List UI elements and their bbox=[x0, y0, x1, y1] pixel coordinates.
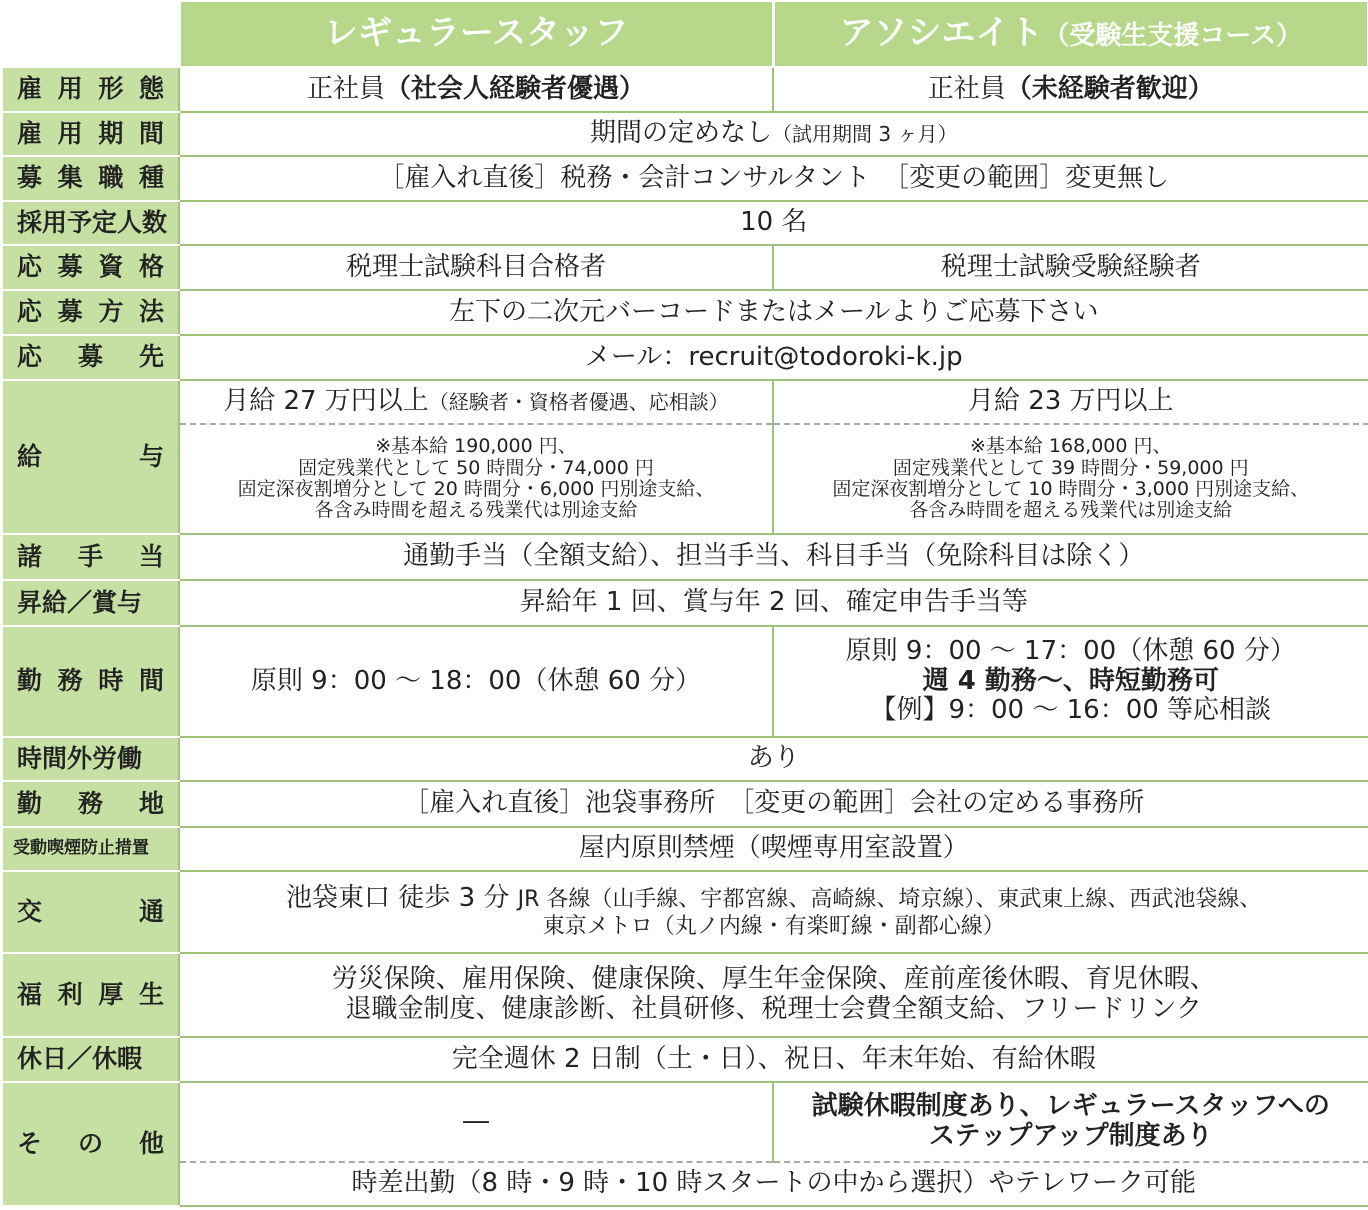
jikangai-value: あり bbox=[179, 737, 1368, 781]
label-kinmu-jikan: 勤務時間 bbox=[2, 626, 179, 737]
shokyu-shoyo-value: 昇給年 1 回、賞与年 2 回、確定申告手当等 bbox=[179, 580, 1368, 626]
label-saiyo-ninzu: 採用予定人数 bbox=[2, 201, 179, 245]
label-sonota: その他 bbox=[2, 1082, 179, 1206]
label-oubo-shikaku: 応募資格 bbox=[2, 245, 179, 290]
kinmu-jikan-associate: 原則 9：00 ～ 17：00（休憩 60 分） 週 4 勤務～、時短勤務可 【例】9：00 ～ 16：00 等応相談 bbox=[773, 626, 1368, 737]
kinmuchi-value: ［雇入れ直後］池袋事務所 ［変更の範囲］会社の定める事務所 bbox=[179, 781, 1368, 827]
header-regular-staff: レギュラースタッフ bbox=[179, 1, 773, 67]
label-oubo-houhou: 応募方法 bbox=[2, 290, 179, 335]
label-kyujitsu: 休日／休暇 bbox=[2, 1037, 179, 1082]
label-judou-kitsuen: 受動喫煙防止措置 bbox=[2, 827, 179, 871]
label-fukuri: 福利厚生 bbox=[2, 953, 179, 1037]
saiyo-ninzu-value: 10 名 bbox=[179, 201, 1368, 245]
label-jikangai: 時間外労働 bbox=[2, 737, 179, 781]
label-kyuyo: 給与 bbox=[2, 380, 179, 534]
boshu-shokushu-value: ［雇入れ直後］税務・会計コンサルタント ［変更の範囲］変更無し bbox=[179, 156, 1368, 201]
judou-kitsuen-value: 屋内原則禁煙（喫煙専用室設置） bbox=[179, 827, 1368, 871]
shoteate-value: 通勤手当（全額支給）、担当手当、科目手当（免除科目は除く） bbox=[179, 534, 1368, 580]
sonota-associate: 試験休暇制度あり、レギュラースタッフへの ステップアップ制度あり bbox=[773, 1082, 1368, 1162]
kyuyo-regular-detail: ※基本給 190,000 円、 固定残業代として 50 時間分・74,000 円 固定深夜割増分として 20 時間分・6,000 円別途支給、 各含み時間を超える残業代は別途支給 bbox=[179, 424, 773, 534]
oubo-shikaku-regular: 税理士試験科目合格者 bbox=[179, 245, 773, 290]
fukuri-value: 労災保険、雇用保険、健康保険、厚生年金保険、産前産後休暇、育児休暇、 退職金制度、健康診断、社員研修、税理士会費全額支給、フリードリンク bbox=[179, 953, 1368, 1037]
sonota-common: 時差出勤（8 時・9 時・10 時スタートの中から選択）やテレワーク可能 bbox=[179, 1162, 1368, 1206]
kyuyo-associate-detail: ※基本給 168,000 円、 固定残業代として 39 時間分・59,000 円 固定深夜割増分として 10 時間分・3,000 円別途支給、 各含み時間を超える残業代は別途支給 bbox=[773, 424, 1368, 534]
label-boshu-shokushu: 募集職種 bbox=[2, 156, 179, 201]
kyuyo-associate-main: 月給 23 万円以上 bbox=[773, 380, 1368, 424]
koyo-kikan-value: 期間の定めなし（試用期間 3 ヶ月） bbox=[179, 112, 1368, 156]
header-associate: アソシエイト（受験生支援コース） bbox=[773, 1, 1368, 67]
kyujitsu-value: 完全週休 2 日制（土・日）、祝日、年末年始、有給休暇 bbox=[179, 1037, 1368, 1082]
oubo-houhou-value: 左下の二次元バーコードまたはメールよりご応募下さい bbox=[179, 290, 1368, 335]
label-kinmuchi: 勤務地 bbox=[2, 781, 179, 827]
label-shokyu-shoyo: 昇給／賞与 bbox=[2, 580, 179, 626]
sonota-regular: ― bbox=[179, 1082, 773, 1162]
koyo-keitai-associate: 正社員（未経験者歓迎） bbox=[773, 67, 1368, 112]
koutsu-value: 池袋東口 徒歩 3 分 JR 各線（山手線、宇都宮線、高崎線、埼京線）、東武東上線、西武池袋線、 東京メトロ（丸ノ内線・有楽町線・副都心線） bbox=[179, 871, 1368, 953]
kyuyo-regular-main: 月給 27 万円以上（経験者・資格者優遇、応相談） bbox=[179, 380, 773, 424]
label-oubo-saki: 応募先 bbox=[2, 335, 179, 380]
koyo-keitai-regular: 正社員（社会人経験者優遇） bbox=[179, 67, 773, 112]
label-koyo-kikan: 雇用期間 bbox=[2, 112, 179, 156]
header-corner bbox=[2, 1, 179, 67]
label-koyo-keitai: 雇用形態 bbox=[2, 67, 179, 112]
oubo-saki-value: メール：recruit@todoroki-k.jp bbox=[179, 335, 1368, 380]
oubo-shikaku-associate: 税理士試験受験経験者 bbox=[773, 245, 1368, 290]
kinmu-jikan-regular: 原則 9：00 ～ 18：00（休憩 60 分） bbox=[179, 626, 773, 737]
recruitment-table bbox=[1, 0, 1368, 1207]
label-shoteate: 諸手当 bbox=[2, 534, 179, 580]
label-koutsu: 交通 bbox=[2, 871, 179, 953]
